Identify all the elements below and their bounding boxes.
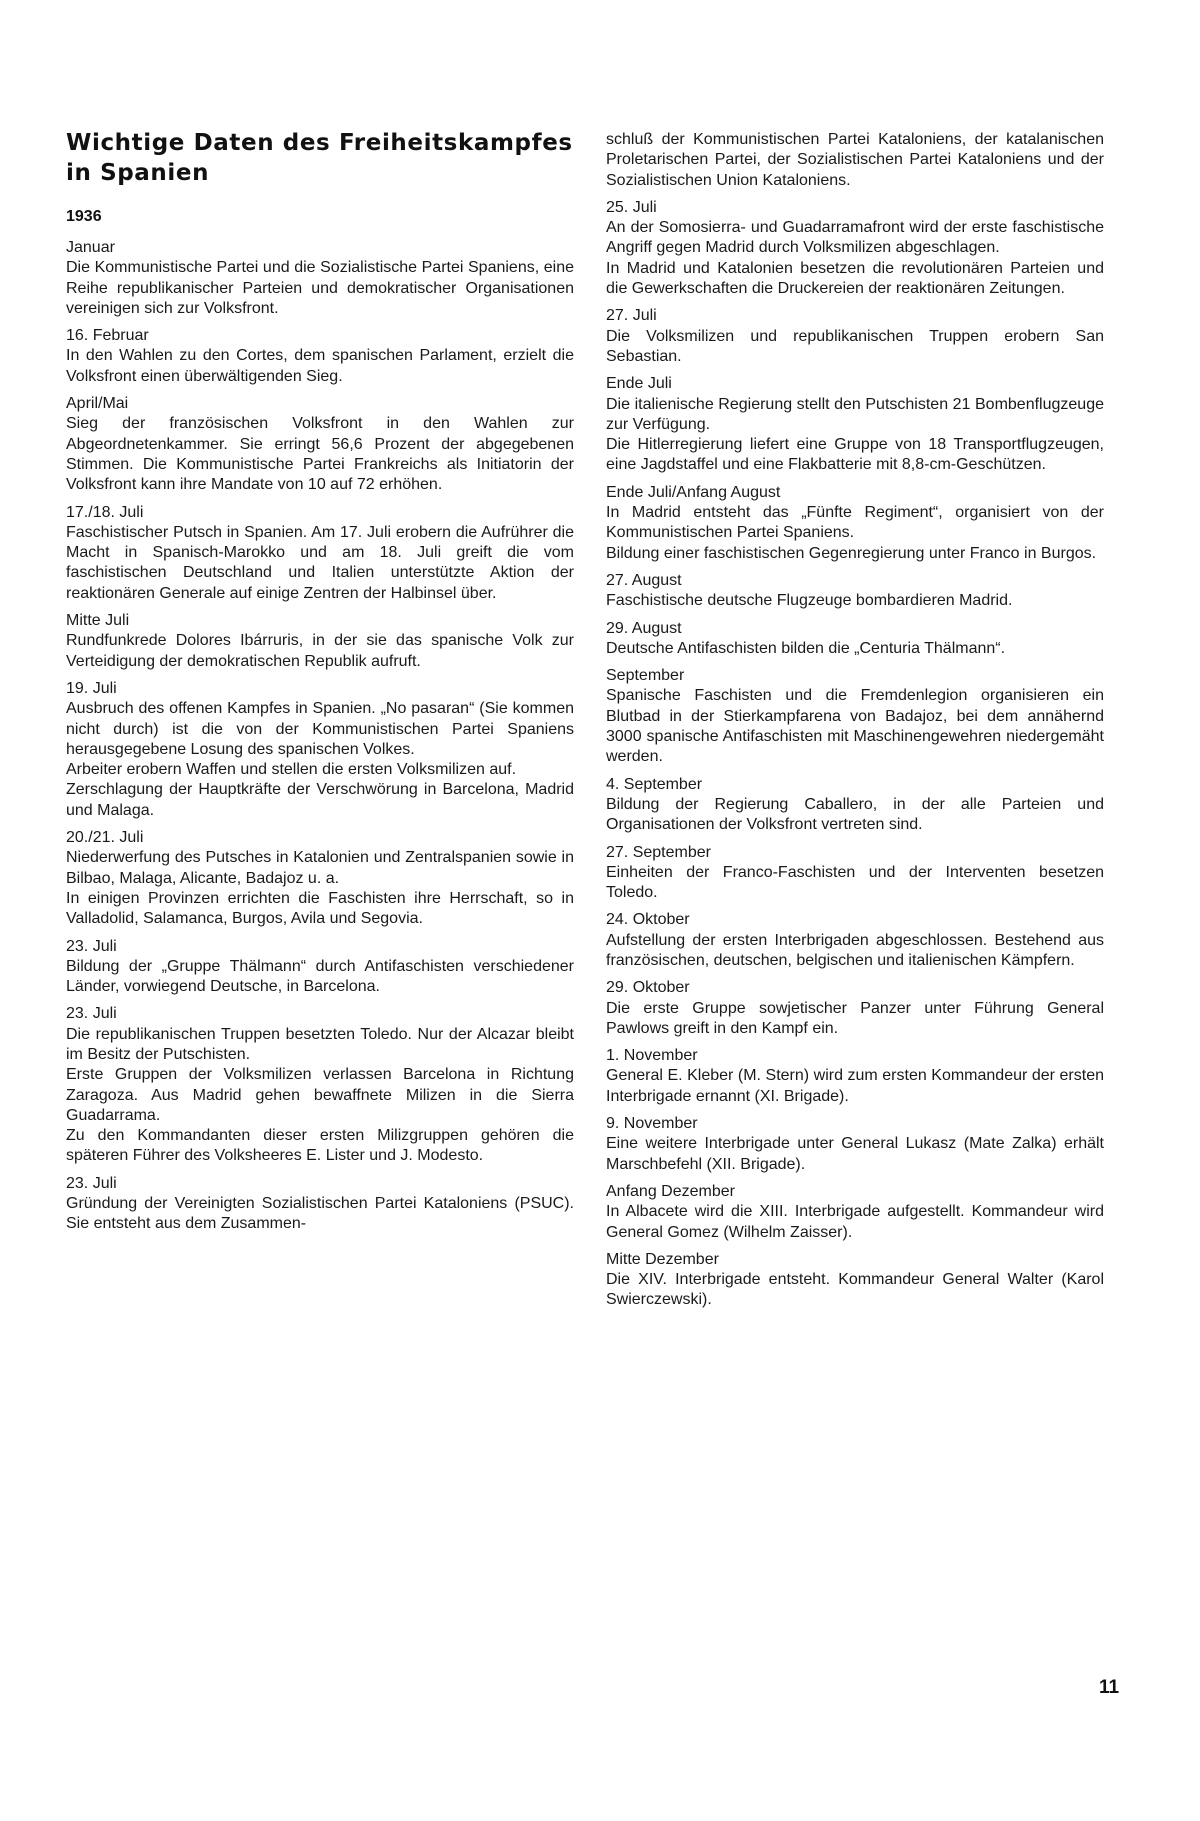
- entry-text: Die XIV. Interbrigade entsteht. Kommandeur General Walter (Karol Swierczewski).: [606, 1271, 1104, 1309]
- timeline-entry: [606, 775, 1104, 836]
- entry-date: 4. September: [606, 775, 703, 793]
- timeline-entry: [606, 374, 1104, 475]
- entry-text: Eine weitere Interbrigade unter General Lukasz (Mate Zalka) erhält Marschbefehl (XII. Brigade).: [606, 1135, 1104, 1173]
- timeline-entry: [66, 1174, 574, 1235]
- entry-text: Einheiten der Franco-Faschisten und der Interventen besetzen Toledo.: [606, 863, 1104, 902]
- timeline-entry: [66, 238, 574, 319]
- entry-text: Die Kommunistische Partei und die Sozialistische Partei Spaniens, eine Reihe republikanischer Parteien und demokratischer Organisationen vereinigen sich zur Volksfront.: [66, 259, 574, 317]
- timeline-entry: [606, 1182, 1104, 1243]
- entry-date: 27. August: [606, 571, 682, 589]
- timeline-entry: [606, 978, 1104, 1039]
- entry-date: 1. November: [606, 1047, 698, 1065]
- entry-date: 29. Oktober: [606, 979, 690, 997]
- entry-text: Spanische Faschisten und die Fremdenlegion organisieren ein Blutbad in der Stierkampfarena von Badajoz, bei dem annähernd 3000 spanische Antifaschisten mit Maschinengewehren niedergemäht werden.: [606, 687, 1104, 766]
- entry-date: 29. August: [606, 619, 682, 637]
- entry-date: 24. Oktober: [606, 911, 690, 929]
- timeline-entry: [66, 611, 574, 672]
- right-entries: [606, 130, 1104, 1318]
- entry-text: Rundfunkrede Dolores Ibárruris, in der sie das spanische Volk zur Verteidigung der demokratischen Republik aufruft.: [66, 632, 574, 670]
- timeline-entry: [66, 394, 574, 495]
- entry-text: Sieg der französischen Volksfront in den Wahlen zur Abgeordnetenkammer. Sie erringt 56,6 Prozent der abgegebenen Stimmen. Die Kommunistische Partei Frankreichs als Initiatorin der Volksfront kann ihre Mandate von 10 auf 72 erhöhen.: [66, 415, 574, 494]
- entry-date: 17./18. Juli: [66, 503, 144, 521]
- entry-date: Mitte Dezember: [606, 1250, 719, 1268]
- entry-text: Die republikanischen Truppen besetzten Toledo. Nur der Alcazar bleibt im Besitz der Putschisten.: [66, 1025, 574, 1063]
- timeline-entry: [606, 571, 1104, 612]
- entry-text: Faschistische deutsche Flugzeuge bombardieren Madrid.: [606, 592, 1013, 610]
- entry-date: Januar: [66, 239, 115, 256]
- entry-date: 23. Juli: [66, 1174, 117, 1192]
- timeline-entry: [66, 326, 574, 387]
- timeline-entry: [606, 619, 1104, 660]
- entry-date: 23. Juli: [66, 1005, 117, 1023]
- entry-text: schluß der Kommunistischen Partei Kataloniens, der katalanischen Proletarischen Partei, der Sozialistischen Partei Kataloniens und der Sozialistischen Union Kataloniens.: [606, 131, 1104, 189]
- entry-text: In den Wahlen zu den Cortes, dem spanischen Parlament, erzielt die Volksfront einen überwältigenden Sieg.: [66, 347, 574, 385]
- entry-text: Bildung der „Gruppe Thälmann“ durch Antifaschisten verschiedener Länder, vorwiegend Deutsche, in Barcelona.: [66, 957, 574, 996]
- timeline-entry: [66, 828, 574, 929]
- entry-text: Ausbruch des offenen Kampfes in Spanien. „No pasaran“ (Sie kommen nicht durch) ist die von der Kommunistischen Partei Spaniens herausgegebene Losung des spanischen Volkes.: [66, 700, 574, 758]
- entry-text: In einigen Provinzen errichten die Faschisten ihre Herrschaft, so in Valladolid, Salamanca, Burgos, Avila und Segovia.: [66, 889, 574, 928]
- timeline-entry: [606, 1250, 1104, 1311]
- entry-text: In Madrid und Katalonien besetzen die revolutionären Parteien und die Gewerkschaften die Druckereien der reaktionären Zeitungen.: [606, 259, 1104, 298]
- entry-text: Die Volksmilizen und republikanischen Truppen erobern San Sebastian.: [606, 327, 1104, 365]
- left-entries: [66, 238, 574, 1242]
- entry-text: Deutsche Antifaschisten bilden die „Centuria Thälmann“.: [606, 639, 1006, 657]
- entry-text: Bildung einer faschistischen Gegenregierung unter Franco in Burgos.: [606, 544, 1097, 562]
- page-title: Wichtige Daten des Freiheitskampfes in Spanien: [66, 130, 573, 186]
- entry-text: General E. Kleber (M. Stern) wird zum ersten Kommandeur der ersten Interbrigade ernannt (XI. Brigade).: [606, 1067, 1104, 1105]
- timeline-entry: [606, 306, 1104, 367]
- entry-date: 19. Juli: [66, 679, 117, 697]
- entry-text: Die Hitlerregierung liefert eine Gruppe von 18 Transportflugzeugen, eine Jagdstaffel und eine Flakbatterie mit 8,8-cm-Geschützen.: [606, 436, 1104, 474]
- entry-date: 20./21. Juli: [66, 829, 144, 847]
- timeline-entry: [66, 937, 574, 998]
- entry-text: Faschistischer Putsch in Spanien. Am 17. Juli erobern die Aufrührer die Macht in Spanisch-Marokko und am 18. Juli greift die vom faschistischen Deutschland und Italien unterstützte Aktion der reaktionären Generale auf einige Zentren der Halbinsel über.: [66, 523, 574, 602]
- entry-text: Bildung der Regierung Caballero, in der alle Parteien und Organisationen der Volksfront vertreten sind.: [606, 795, 1104, 834]
- entry-text: Die italienische Regierung stellt den Putschisten 21 Bombenflugzeuge zur Verfügung.: [606, 395, 1104, 433]
- entry-text: Die erste Gruppe sowjetischer Panzer unter Führung General Pawlows greift in den Kampf ein.: [606, 999, 1104, 1037]
- entry-date: Anfang Dezember: [606, 1182, 735, 1200]
- entry-text: Zu den Kommandanten dieser ersten Milizgruppen gehören die späteren Führer des Volksheeres E. Lister und J. Modesto.: [66, 1127, 574, 1165]
- entry-text: Arbeiter erobern Waffen und stellen die ersten Volksmilizen auf.: [66, 761, 517, 779]
- entry-date: 27. Juli: [606, 307, 657, 325]
- entry-text: Niederwerfung des Putsches in Katalonien und Zentralspanien sowie in Bilbao, Malaga, Alicante, Badajoz u. a.: [66, 849, 574, 887]
- entry-date: 16. Februar: [66, 327, 149, 345]
- timeline-entry: [606, 1114, 1104, 1175]
- page-number: 11: [1099, 1677, 1120, 1698]
- entry-text: An der Somosierra- und Guadarramafront wird der erste faschistische Angriff gegen Madrid durch Volksmilizen abgeschlagen.: [606, 219, 1104, 257]
- entry-text: Aufstellung der ersten Interbrigaden abgeschlossen. Bestehend aus französischen, deutschen, belgischen und italienischen Kämpfern.: [606, 931, 1104, 969]
- timeline-entry: [606, 1046, 1104, 1107]
- entry-date: 27. September: [606, 843, 711, 861]
- entry-text: In Albacete wird die XIII. Interbrigade aufgestellt. Kommandeur wird General Gomez (Wilhelm Zaisser).: [606, 1203, 1104, 1241]
- timeline-entry: [606, 910, 1104, 971]
- entry-date: 9. November: [606, 1115, 698, 1133]
- entry-date: 25. Juli: [606, 198, 657, 216]
- timeline-entry: [606, 483, 1104, 564]
- entry-date: Ende Juli/Anfang August: [606, 483, 781, 501]
- timeline-entry: [66, 679, 574, 821]
- entry-date: September: [606, 667, 685, 685]
- entry-text: Gründung der Vereinigten Sozialistischen Partei Kataloniens (PSUC). Sie entsteht aus dem Zusammen-: [66, 1195, 574, 1233]
- timeline-entry: [606, 198, 1104, 299]
- entry-text: In Madrid entsteht das „Fünfte Regiment“, organisiert von der Kommunistischen Partei Spaniens.: [606, 504, 1104, 542]
- timeline-entry: [66, 1004, 574, 1166]
- timeline-entry: [66, 503, 574, 604]
- timeline-entry: [606, 666, 1104, 767]
- entry-text: Erste Gruppen der Volksmilizen verlassen Barcelona in Richtung Zaragoza. Aus Madrid gehen bewaffnete Milizen in die Sierra Guadarrama.: [66, 1066, 574, 1124]
- entry-date: Mitte Juli: [66, 612, 130, 630]
- entry-text: Zerschlagung der Hauptkräfte der Verschwörung in Barcelona, Madrid und Malaga.: [66, 781, 574, 819]
- entry-date: April/Mai: [66, 395, 129, 413]
- timeline-entry: [606, 843, 1104, 904]
- entry-date: Ende Juli: [606, 375, 672, 393]
- timeline-entry: [606, 130, 1104, 191]
- entry-date: 23. Juli: [66, 937, 117, 955]
- year-heading: 1936: [66, 208, 102, 225]
